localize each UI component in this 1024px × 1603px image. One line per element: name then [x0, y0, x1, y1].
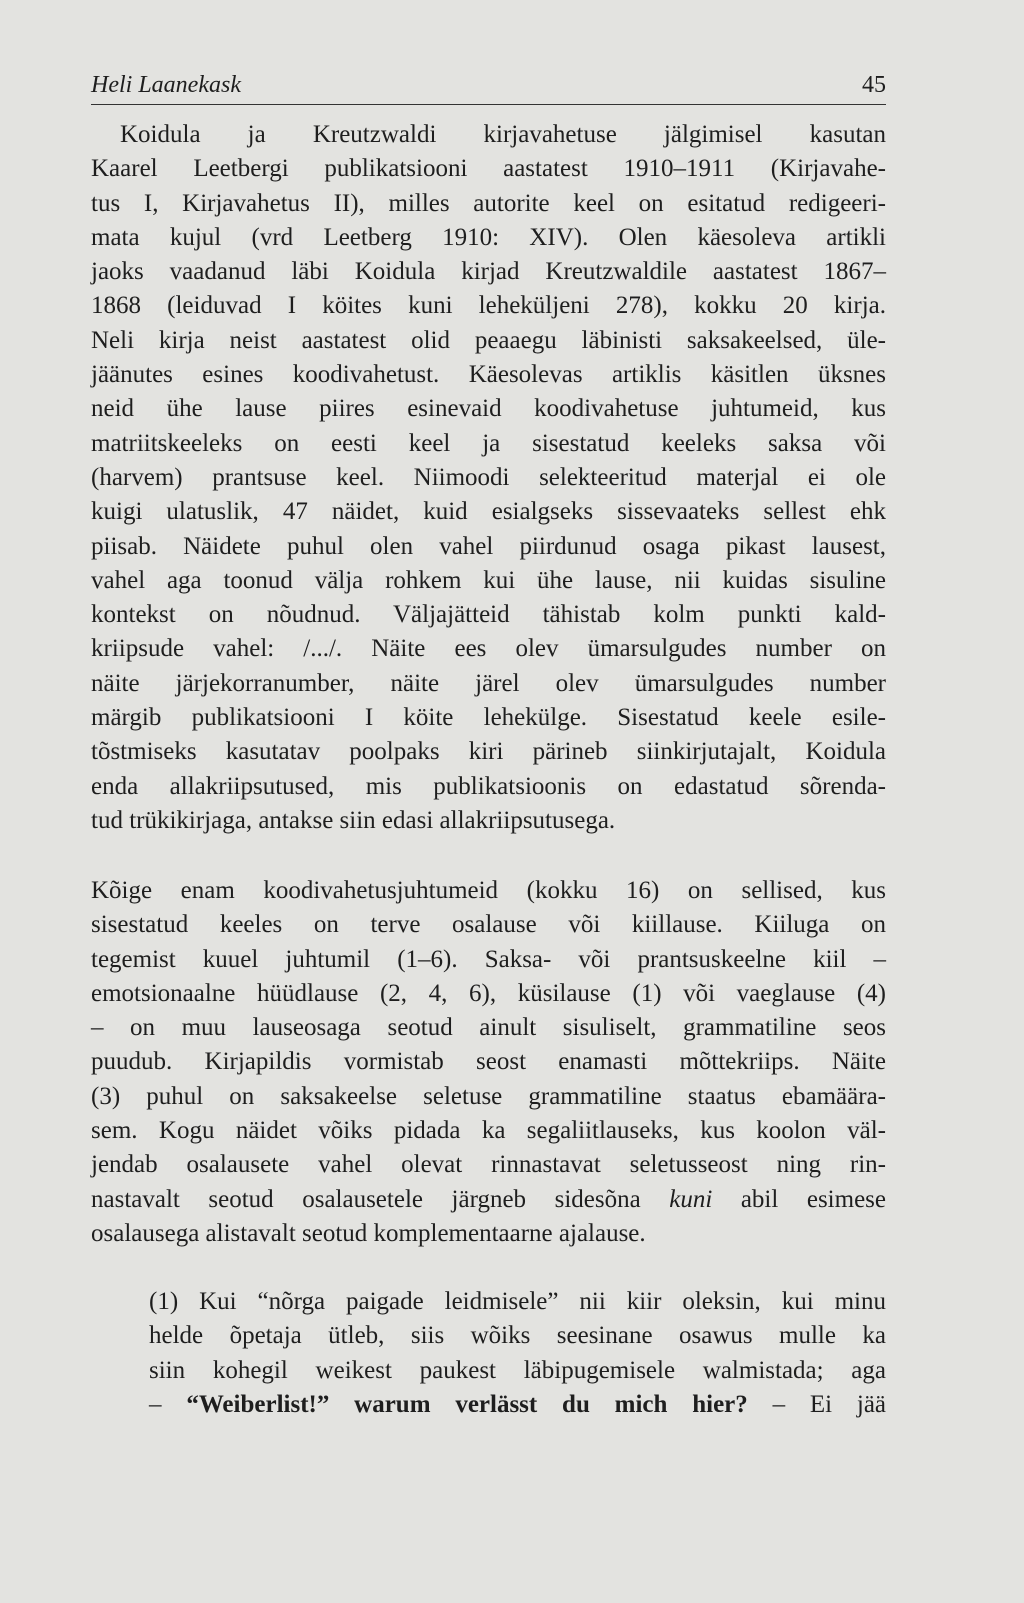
text-run: – — [149, 1390, 187, 1418]
text-line: puudub. Kirjapildis vormistab seost enamasti mõttekriips. Näite — [91, 1048, 886, 1076]
text-run: abil esimese — [712, 1185, 886, 1213]
text-line: sem. Kogu näidet võiks pidada ka segaliitlauseks, kus koolon väl- — [91, 1117, 886, 1145]
text-line: kuigi ulatuslik, 47 näidet, kuid esialgseks sissevaateks sellest ehk — [91, 498, 886, 526]
text-line — [91, 1183, 886, 1217]
text-line: jaoks vaadanud läbi Koidula kirjad Kreutzwaldile aastatest 1867– — [91, 258, 886, 286]
text-line: tõstmiseks kasutatav poolpaks kiri pärineb siinkirjutajalt, Koidula — [91, 738, 886, 766]
text-line: piisab. Näidete puhul olen vahel piirdunud osaga pikast lausest, — [91, 532, 886, 560]
text-line: – on muu lauseosaga seotud ainult sisuliselt, grammatiline seos — [91, 1014, 886, 1042]
text-line — [149, 1388, 886, 1422]
text-line: tud trükikirjaga, antakse siin edasi allakriipsutusega. — [91, 806, 616, 834]
text-line: neid ühe lause piires esinevaid koodivahetuse juhtumeid, kus — [91, 395, 886, 423]
text-line: näite järjekorranumber, näite järel olev ümarsulgudes number — [91, 669, 886, 697]
text-line: sisestatud keeles on terve osalause või kiillause. Kiiluga on — [91, 911, 886, 939]
text-line: tus I, Kirjavahetus II), milles autorite keel on esitatud redigeeri- — [91, 189, 886, 217]
text-line: Neli kirja neist aastatest olid peaaegu läbinisti saksakeelsed, üle- — [91, 326, 886, 354]
example-1 — [149, 1285, 886, 1422]
text-line: märgib publikatsiooni I köite lehekülge. Sisestatud keele esile- — [91, 704, 886, 732]
text-line: osalausega alistavalt seotud komplementaarne ajalause. — [91, 1219, 646, 1247]
text-line: siin kohegil weikest paukest läbipugemisele walmistada; aga — [149, 1356, 886, 1384]
text-line: kontekst on nõudnud. Väljajätteid tähistab kolm punkti kald- — [91, 601, 886, 629]
author-name: Heli Laanekask — [91, 72, 241, 98]
text-line: (1) Kui “nõrga paigade leidmisele” nii kiir oleksin, kui minu — [149, 1288, 886, 1315]
text-line: jäänutes esines koodivahetust. Käesolevas artiklis käsitlen üksnes — [91, 361, 886, 389]
text-line: (harvem) prantsuse keel. Niimoodi selekteeritud materjal ei ole — [91, 463, 886, 491]
paragraph-analysis — [91, 874, 886, 1251]
italic-word: kuni — [669, 1185, 713, 1213]
text-line: Koidula ja Kreutzwaldi kirjavahetuse jälgimisel kasutan — [120, 121, 886, 148]
paragraph-method — [91, 118, 886, 838]
page-number: 45 — [862, 72, 886, 98]
text-line: mata kujul (vrd Leetberg 1910: XIV). Olen käesoleva artikli — [91, 223, 886, 251]
text-line: tegemist kuuel juhtumil (1–6). Saksa- või prantsuskeelne kiil – — [91, 945, 886, 973]
text-line: 1868 (leiduvad I köites kuni leheküljeni 278), kokku 20 kirja. — [91, 292, 886, 320]
text-line: helde õpetaja ütleb, siis wõiks seesinane osawus mulle ka — [149, 1322, 886, 1350]
text-line: Kaarel Leetbergi publikatsiooni aastatest 1910–1911 (Kirjavahe- — [91, 155, 886, 183]
text-line: (3) puhul on saksakeelse seletuse grammatiline staatus ebamäära- — [91, 1082, 886, 1110]
running-header — [91, 70, 886, 105]
text-line: Kõige enam koodivahetusjuhtumeid (kokku 16) on sellised, kus — [91, 877, 886, 904]
text-line: kriipsude vahel: /.../. Näite ees olev ümarsulgudes number on — [91, 635, 886, 663]
text-run: – Ei jää — [747, 1390, 887, 1418]
text-line: matriitskeeleks on eesti keel ja sisestatud keeleks saksa või — [91, 429, 886, 457]
bold-german-phrase: “Weiberlist!” warum verlässt du mich hier? — [186, 1390, 748, 1418]
text-line: enda allakriipsutused, mis publikatsioonis on edastatud sõrenda- — [91, 772, 886, 800]
text-line: emotsionaalne hüüdlause (2, 4, 6), küsilause (1) või vaeglause (4) — [91, 979, 886, 1007]
text-line: vahel aga toonud välja rohkem kui ühe lause, nii kuidas sisuline — [91, 566, 886, 594]
text-run: nastavalt seotud osalausetele järgneb sidesõna — [91, 1185, 670, 1213]
text-line: jendab osalausete vahel olevat rinnastavat seletusseost ning rin- — [91, 1151, 886, 1179]
